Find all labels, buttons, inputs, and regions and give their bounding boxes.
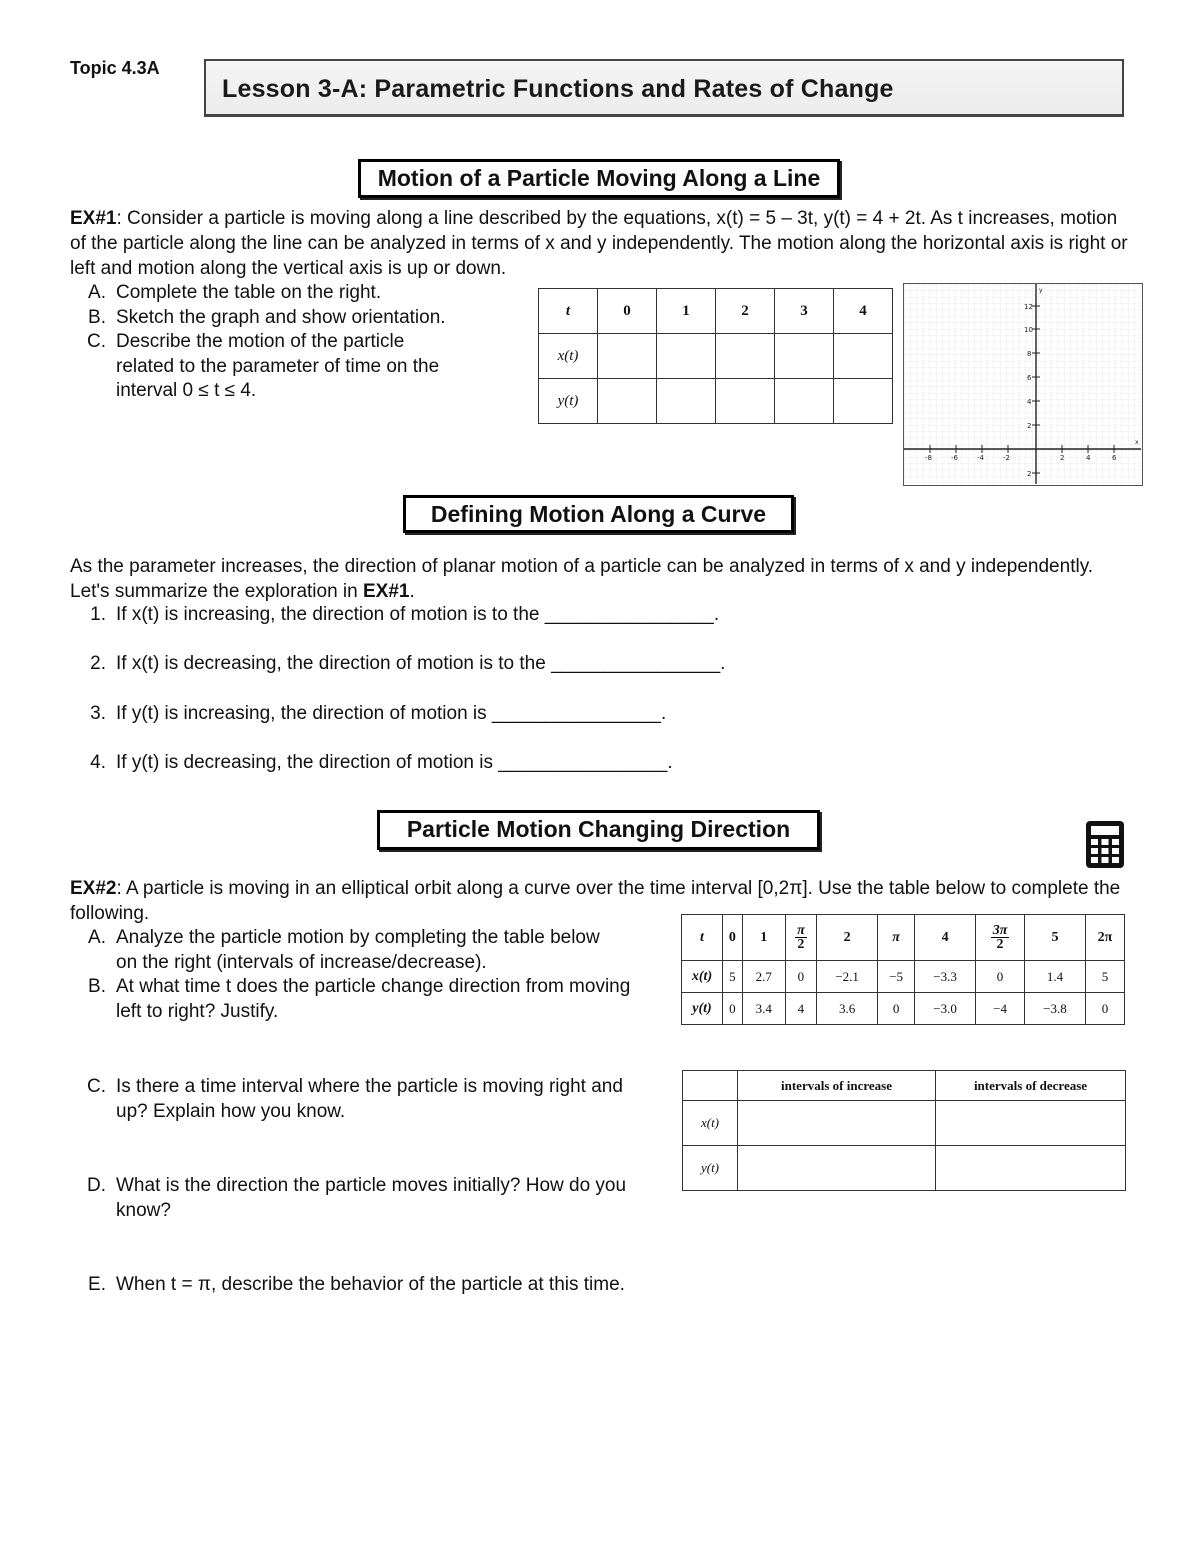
list-item: A. Analyze the particle motion by completing the table below on the right (intervals of increase/decrease). (88, 927, 600, 973)
grid-lines (904, 284, 1141, 484)
table-cell: 5 (723, 961, 743, 993)
answer-cell[interactable] (936, 1101, 1126, 1146)
intervals-table (682, 1070, 1126, 1191)
y-tick-label: 6 (1027, 374, 1032, 382)
ex2-value-table (681, 914, 1125, 1025)
table-cell: 5 (1086, 961, 1125, 993)
table-cell: 1.4 (1024, 961, 1085, 993)
table-cell: 0 (976, 961, 1025, 993)
calculator-icon (1086, 821, 1124, 868)
table-cell: −5 (878, 961, 915, 993)
answer-cell[interactable] (716, 334, 775, 379)
row-label-x: x(t) (682, 961, 723, 993)
answer-cell[interactable] (834, 379, 893, 424)
x-tick-label: -4 (977, 454, 984, 462)
y-axis-label: y (1039, 287, 1043, 294)
row-label-y: y(t) (682, 993, 723, 1025)
ex2-label: EX#2 (70, 878, 117, 899)
ex2-text: : A particle is moving in an elliptical orbit along a curve over the time interval [0,2π]. Use the table below to complete the following. (70, 878, 1121, 924)
y-tick-label: 2 (1027, 470, 1032, 478)
ex1-label: EX#1 (70, 208, 117, 229)
table-header-cell: 3 (775, 289, 834, 334)
y-tick-label: 4 (1027, 398, 1032, 406)
x-tick-label: 6 (1112, 454, 1117, 462)
answer-cell[interactable] (775, 334, 834, 379)
answer-cell[interactable] (936, 1146, 1126, 1191)
list-item: B. At what time t does the particle change direction from moving left to right? Justify. (88, 976, 631, 1022)
table-header-cell: $\frac{\pi}{2}$ (785, 915, 816, 961)
table-header-cell: π (878, 915, 915, 961)
list-item: C. Describe the motion of the particle related to the parameter of time on the interval 0 ≤ t ≤ 4. (87, 331, 440, 401)
table-header-cell: 4 (915, 915, 976, 961)
table-cell: 2.7 (742, 961, 785, 993)
list-item: 2. If x(t) is decreasing, the direction of motion is to the ________________. (90, 653, 726, 674)
table-header-cell: 2 (817, 915, 878, 961)
ex2-items-ab (70, 926, 660, 1024)
answer-cell[interactable] (775, 379, 834, 424)
topic-label: Topic 4.3A (70, 58, 160, 78)
lesson-title-box (204, 59, 1124, 117)
y-tick-label: 8 (1027, 350, 1032, 358)
table-header-cell: 4 (834, 289, 893, 334)
column-header-increase: intervals of increase (738, 1071, 936, 1101)
answer-cell[interactable] (657, 334, 716, 379)
table-cell: −4 (976, 993, 1025, 1025)
table-cell: −3.3 (915, 961, 976, 993)
ex1-item-list (70, 281, 525, 404)
list-item: B. Sketch the graph and show orientation. (88, 306, 446, 328)
x-axis-label: x (1135, 439, 1139, 446)
answer-cell[interactable] (834, 334, 893, 379)
answer-cell[interactable] (598, 379, 657, 424)
table-cell: −2.1 (817, 961, 878, 993)
list-item: D. What is the direction the particle moves initially? How do you know? (87, 1175, 627, 1221)
table-header-cell: 1 (657, 289, 716, 334)
table-cell: 0 (1086, 993, 1125, 1025)
table-header-cell: 0 (598, 289, 657, 334)
table-header-cell: 5 (1024, 915, 1085, 961)
table-header-cell: 2π (1086, 915, 1125, 961)
y-tick-label: 10 (1024, 326, 1033, 334)
y-tick-label: 12 (1024, 303, 1033, 311)
row-label-y: y(t) (683, 1146, 738, 1191)
x-tick-label: -2 (1003, 454, 1010, 462)
coordinate-grid[interactable] (903, 283, 1143, 486)
list-item: 3. If y(t) is increasing, the direction of motion is ________________. (90, 703, 667, 724)
ex1-value-table (538, 288, 893, 424)
table-corner (683, 1071, 738, 1101)
table-cell: 4 (785, 993, 816, 1025)
list-item: 4. If y(t) is decreasing, the direction of motion is ________________. (90, 752, 673, 773)
answer-cell[interactable] (598, 334, 657, 379)
x-tick-label: 2 (1060, 454, 1065, 462)
x-tick-label: -6 (951, 454, 958, 462)
table-header-t: t (539, 289, 598, 334)
table-header-cell: 2 (716, 289, 775, 334)
table-header-cell: $\frac{3\pi}{2}$ (976, 915, 1025, 961)
x-tick-label: 4 (1086, 454, 1091, 462)
list-item: A. Complete the table on the right. (88, 282, 382, 303)
table-cell: −3.8 (1024, 993, 1085, 1025)
y-tick-label: 2 (1027, 422, 1032, 430)
section2-intro: As the parameter increases, the direction of planar motion of a particle can be analyzed in terms of x and y independently. Let's summarize the exploration in EX#1. (70, 556, 1094, 602)
table-cell: 3.4 (742, 993, 785, 1025)
table-header-cell: 1 (742, 915, 785, 961)
table-cell: 0 (785, 961, 816, 993)
section-title-line-motion: Motion of a Particle Moving Along a Line (358, 159, 840, 198)
lesson-title: Lesson 3-A: Parametric Functions and Rates of Change (222, 75, 894, 103)
answer-cell[interactable] (657, 379, 716, 424)
list-item: C. Is there a time interval where the particle is moving right and up? Explain how you know. (87, 1076, 623, 1122)
x-tick-label: -8 (925, 454, 932, 462)
table-header-cell: 0 (723, 915, 743, 961)
section-title-changing-direction: Particle Motion Changing Direction (377, 810, 820, 850)
answer-cell[interactable] (738, 1101, 936, 1146)
answer-cell[interactable] (738, 1146, 936, 1191)
table-cell: −3.0 (915, 993, 976, 1025)
ex1-paragraph (70, 206, 1130, 281)
table-cell: 0 (723, 993, 743, 1025)
ex1-text: : Consider a particle is moving along a line described by the equations, x(t) = 5 – 3t, y(t) = 4 + 2t. As t increases, motion of the particle along the line can be analyzed in terms of x and y independently. The motion along the horizontal axis is right or left and motion along the vertical axis is up or down. (70, 208, 1128, 279)
list-item: 1. If x(t) is increasing, the direction of motion is to the ________________. (90, 604, 720, 625)
table-cell: 0 (878, 993, 915, 1025)
column-header-decrease: intervals of decrease (936, 1071, 1126, 1101)
answer-cell[interactable] (716, 379, 775, 424)
table-cell: 3.6 (817, 993, 878, 1025)
row-label-x: x(t) (539, 334, 598, 379)
list-item: E. When t = π, describe the behavior of the particle at this time. (88, 1274, 625, 1295)
row-label-y: y(t) (539, 379, 598, 424)
section-title-curve-motion: Defining Motion Along a Curve (403, 495, 794, 533)
row-label-x: x(t) (683, 1101, 738, 1146)
table-header-t: t (682, 915, 723, 961)
